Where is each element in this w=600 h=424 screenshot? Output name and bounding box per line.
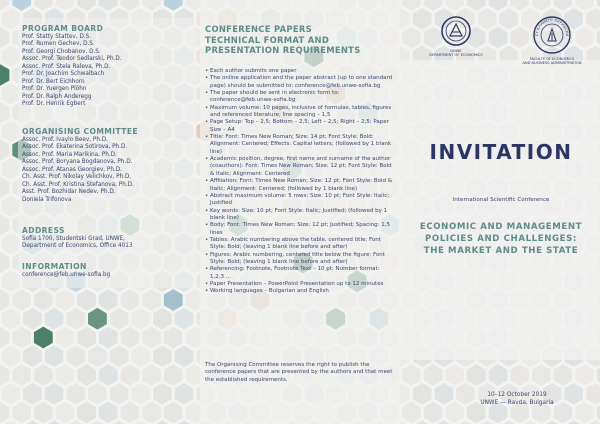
hexagon-tile [163,326,183,349]
requirement-item: • Abstract maximum volume: 5 rows; Size: 10 pt; Font Style: Italic; Justified [205,193,395,208]
program-board-list [22,34,122,109]
hexagon-tile [1,382,21,405]
hexagon-tile [44,382,64,405]
requirement-item: • Referencing: Footnote, Footnote Text – 10 pt; Number format: 1,2,3 ... [205,266,395,281]
hexagon-tile [153,307,173,330]
hexagon-tile [12,401,32,424]
faculty-logo [522,15,582,66]
organising-committee-section [22,127,138,204]
conference-type: International Scientific Conference [452,197,550,203]
requirement-item: • Affiliation: Font: Times New Roman; Size: 12 pt; Font Style: Bold & Italic; Alignment: Centered; (followed by 1 blank line) [205,178,395,193]
hexagon-tile [174,307,194,330]
board-member: Prof. Dr. Ralph Anderegg [22,93,92,100]
hexagon-tile [1,120,21,143]
conference-dates-venue [462,392,572,407]
hexagon-tile [142,289,162,312]
conference-venue: UNWE — Ravda, Bulgaria [480,399,554,406]
unwe-emblem-icon [440,15,472,47]
hexagon-tile [88,382,108,405]
hexagon-tile [174,345,194,368]
unwe-caption-line: UNWE [450,49,462,53]
hexagon-tile [163,401,183,424]
hexagon-tile [0,64,10,87]
hexagon-tile [23,345,43,368]
hexagon-tile [163,364,183,387]
hexagon-tile [55,364,74,387]
hexagon-tile [12,364,32,387]
information-email[interactable]: conference@feb.unwe-sofia.bg [22,272,111,278]
hexagon-tile [120,289,140,312]
hexagon-tile [1,307,21,330]
right-column [402,0,600,424]
requirement-item: • Maximum volume: 10 pages, inclusive of formulas, tables, figures and referenced literature; line spacing – 1,5 [205,105,395,120]
hexagon-tile [109,345,129,368]
hexagon-tile [109,382,129,405]
conference-title-line: ECONOMIC AND MANAGEMENT [419,222,583,232]
requirements-note: The Organising Committee reserves the right to publish the conference papers that are presented by the authors and that meet the established requirements. [205,362,393,383]
hexagon-tile [66,345,86,368]
unwe-caption [426,49,486,58]
svg-text:СУ КЛИМЕНТ ОХРИДСКИ: СУ КЛИМЕНТ ОХРИДСКИ [534,18,570,37]
organising-committee-title: ORGANISING COMMITTEE [22,127,138,136]
hexagon-tile [77,326,97,349]
requirement-item: • The paper should be sent in electronic form to: conference@feb.unwe-sofia.bg [205,90,395,105]
hexagon-tile [131,345,151,368]
hexagon-tile [142,364,162,387]
hexagon-tile [120,364,140,387]
hexagon-tile [88,345,108,368]
address-title: ADDRESS [22,226,65,235]
program-board-section [22,24,122,109]
address-line: Department of Economics, Office 4013 [22,243,133,250]
hexagon-tile [44,345,64,368]
hexagon-tile [34,401,54,424]
faculty-caption-line: FACULTY OF ECONOMICS [529,57,575,61]
committee-member: Ch. Asst. Prof. Kristina Stefanova, Ph.D. [22,181,134,188]
sofia-university-seal-icon [532,15,572,55]
information-title: INFORMATION [22,262,87,271]
committee-member: Asst. Prof. Bozhidar Nedev, Ph.D. [22,189,116,196]
hexagon-tile [1,7,21,30]
requirements-title-line: TECHNICAL FORMAT AND [205,34,330,45]
hexagon-tile [0,364,10,387]
hexagon-tile [153,345,173,368]
hexagon-tile [23,307,43,330]
hexagon-tile [44,307,64,330]
committee-member: Doniela Trifonova [22,196,72,203]
hexagon-tile [99,401,119,424]
hexagon-tile [0,251,10,274]
hexagon-tile [1,270,21,293]
organising-committee-list [22,137,138,204]
hexagon-tile [0,26,10,49]
address-section [22,226,133,251]
requirement-item: • Title: Font: Times New Roman; Size: 14 pt; Font Style: Bold; Alignment: Centered; Effects: Capital letters; (followed by 1 blank line) [205,134,395,156]
conference-title-line: THE MARKET AND THE STATE [423,246,579,256]
hexagon-tile [0,326,10,349]
requirement-item: • Body: Font: Times New Roman; Size: 12 pt; Justified; Spacing: 1,5 lines [205,222,395,237]
hexagon-tile [1,232,21,255]
hexagon-tile [66,382,86,405]
committee-member: Assoc. Prof. Boryana Bogdanova, Ph.D. [22,159,133,166]
hexagon-tile [77,289,97,312]
hexagon-tile [163,289,183,312]
information-lines [22,272,110,279]
hexagon-tile [0,101,10,124]
board-member: Prof. Dr. Yuergen Plöhn [22,86,87,93]
hexagon-tile [0,139,10,162]
committee-member: Assoc. Prof. Atanas Georgiev, Ph.D. [22,166,122,173]
hexagon-tile [1,157,21,180]
requirement-item: • Academic position, degree, first name and surname of the author (coauthors): Font: Times New Roman; Size: 12 pt; Font Style: Bold & Italic; Alignment: Centered [205,156,395,178]
requirements-list [205,68,395,296]
hexagon-tile [1,83,21,106]
hexagon-tile [77,401,97,424]
hexagon-tile [142,401,162,424]
requirement-item: • Paper Presentation – PowerPoint Presentation up to 12 minutes [205,281,395,288]
conference-title-line: POLICIES AND CHALLENGES: [425,234,577,244]
unwe-caption-line: DEPARTMENT OF ECONOMICS [429,53,483,58]
board-member: Prof. Georgi Chobanov, D.S. [22,48,101,55]
board-member: Assoc. Prof. Teodor Sedlarski, Ph.D. [22,56,122,63]
hexagon-tile [0,214,10,237]
hexagon-tile [120,326,140,349]
requirements-title-line: CONFERENCE PAPERS [205,24,312,34]
hexagon-tile [88,307,108,330]
address-lines [22,236,133,251]
committee-member: Assoc. Prof. Ivaylo Beev, Ph.D. [22,137,108,143]
hexagon-tile [109,307,129,330]
hexagon-tile [99,326,119,349]
invitation-heading: INVITATION [429,140,573,164]
hexagon-tile [174,382,194,405]
hexagon-tile [153,382,173,405]
requirement-item: • Tables: Arabic numbering above the table, centered title; Font Style: Bold; (leaving 1 blank line before and after) [205,237,395,252]
hexagon-tile [131,307,151,330]
board-member: Prof. Statty Stattev, D.S. [22,34,92,40]
hexagon-tile [23,382,43,405]
committee-member: Assoc. Prof. Ekaterina Sotirova, Ph.D. [22,144,128,151]
committee-member: Assoc. Prof. Maria Marikina, Ph.D. [22,151,117,158]
board-member: Assoc. Prof. Stela Raleva, Ph.D. [22,63,111,70]
requirement-item: • The online application and the paper abstract (up to one standard page) should be submitted to: conference@feb.unwe-sofia.bg [205,75,395,90]
hexagon-tile [0,176,10,199]
requirements-title-line: PRESENTATION REQUIREMENTS [205,45,361,55]
hexagon-tile [55,326,74,349]
requirement-item: • Key words: Size: 10 pt; Font Style: Italic; Justified; (followed by 1 blank line) [205,208,395,223]
requirements-title [205,24,361,56]
hexagon-tile [77,364,97,387]
hexagon-tile [55,401,74,424]
unwe-logo [426,15,486,58]
hexagon-tile [1,195,21,218]
hexagon-tile [12,289,32,312]
requirement-item: • Each author submits one paper [205,68,395,75]
hexagon-tile [12,326,32,349]
hexagon-tile [1,45,21,68]
hexagon-tile [99,289,119,312]
address-line: Sofia 1700, Studentski Grad, UNWE, [22,236,125,242]
hexagon-tile [0,401,10,424]
hexagon-tile [131,382,151,405]
hexagon-tile [34,364,54,387]
hexagon-tile [34,289,54,312]
board-member: Prof. Rumen Gechev, D.S. [22,41,95,48]
hexagon-tile [120,401,140,424]
hexagon-tile [55,289,74,312]
faculty-caption [522,57,582,66]
hexagon-tile [0,289,10,312]
requirement-item: • Figures: Arabic numbering, centered title below the figure; Font Style: Bold; (leaving 1 blank line before and after) [205,252,395,267]
faculty-caption-line: AND BUSINESS ADMINISTRATION [522,61,582,66]
program-board-title: PROGRAM BOARD [22,24,104,33]
information-section [22,262,110,279]
conference-title [402,221,600,257]
committee-member: Ch. Asst. Prof. Nikolay Velichkov, Ph.D. [22,174,132,181]
hexagon-tile [66,307,86,330]
hexagon-tile [142,326,162,349]
logos-row [402,15,600,75]
conference-dates: 10–12 October 2019 [487,392,547,398]
requirement-item: • Page Setup: Top – 2,5; Bottom – 2,5; Left – 2,5; Right – 2,5; Paper Size – A4 [205,119,395,134]
hexagon-tile [99,364,119,387]
hexagon-tile [34,326,54,349]
board-member: Prof. Dr. Joachim Schwalbach [22,71,105,78]
hexagon-tile [1,345,21,368]
board-member: Prof. Dr. Bert Eichhorn [22,78,85,85]
board-member: Prof. Dr. Henrik Egbert [22,101,86,108]
requirement-item: • Working languages – Bulgarian and English [205,288,395,295]
